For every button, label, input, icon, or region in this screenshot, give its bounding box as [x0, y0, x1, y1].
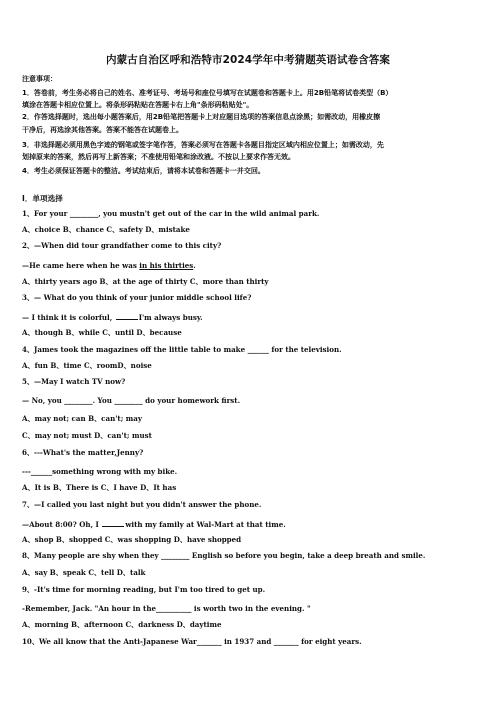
- question-7-options: A、shop B、shopped C、was shopping D、have shopped: [22, 535, 242, 544]
- question-2-options: A、thirty years ago B、at the age of thirty C、more than thirty: [22, 277, 269, 286]
- section-heading: Ⅰ．单项选择: [22, 194, 63, 203]
- underlined-phrase: in his thirties: [139, 261, 194, 270]
- question-9-answer: -Remember, Jack. "An hour in the__________ is worth two in the evening. ": [22, 604, 311, 613]
- question-7: 7、—I called you last night but you didn't answer the phone.: [22, 500, 262, 509]
- question-5: 5、—May I watch TV now?: [22, 377, 126, 386]
- question-8: 8、Many people are shy when they ________ English so before you begin, take a deep breath and smile.: [22, 551, 426, 560]
- note-line: 划掉原来的答案，然后再写上新答案；不准使用铅笔和涂改液。不按以上要求作答无效。: [22, 153, 295, 161]
- question-9: 9、-It's time for morning reading, but I'm too tired to get up.: [22, 585, 266, 594]
- answer-blank: [116, 312, 138, 320]
- question-3-options: A、though B、while C、until D、because: [22, 328, 182, 337]
- question-5-options: C、may not; must D、can't; must: [22, 431, 152, 440]
- question-5-options: A、may not; can B、can't; may: [22, 414, 143, 423]
- question-6-options: A、It is B、There is C、I have D、It has: [22, 483, 177, 492]
- question-6-answer: ---______something wrong with my bike.: [22, 467, 178, 476]
- note-line: 3．非选择题必须用黑色字迹的钢笔或签字笔作答，答案必须写在答题卡各题目指定区域内相应位置上；如需改动，先: [22, 141, 384, 149]
- question-3: 3、— What do you think of your junior middle school life?: [22, 293, 252, 302]
- question-9-options: A、morning B、afternoon C、darkness D、daytime: [22, 620, 222, 629]
- note-line: 1．答卷前，考生务必将自己的姓名、准考证号、考场号和座位号填写在试题卷和答题卡上。用2B铅笔将试卷类型（B）: [22, 89, 393, 97]
- note-line: 填涂在答题卡相应位置上。将条形码粘贴在答题卡右上角"条形码粘贴处"。: [22, 101, 254, 109]
- question-6: 6、---What's the matter,Jenny?: [22, 448, 144, 457]
- question-7-answer: —About 8:00? Oh, I with my family at Wal-Mart at that time.: [22, 520, 286, 529]
- question-2: 2、—When did tour grandfather come to this city?: [22, 241, 222, 250]
- question-8-options: A、say B、speak C、tell D、talk: [22, 568, 146, 577]
- question-2-answer: —He came here when he was in his thirties.: [22, 261, 196, 270]
- note-line: 4．考生必须保证答题卡的整洁。考试结束后，请将本试卷和答题卡一并交回。: [22, 167, 265, 175]
- answer-blank: [102, 519, 124, 527]
- note-line: 2．作答选择题时，选出每小题答案后，用2B铅笔把答题卡上对应题目选项的答案信息点涂黑；如需改动，用橡皮擦: [22, 113, 381, 121]
- notes-header: 注意事项：: [22, 75, 57, 83]
- document-title: 内蒙古自治区呼和浩特市2024学年中考猜题英语试卷含答案: [105, 54, 391, 66]
- question-1: 1、For your ________, you mustn't get out of the car in the wild animal park.: [22, 209, 320, 218]
- question-1-options: A、choice B、chance C、safety D、mistake: [22, 225, 190, 234]
- question-4-options: A、fun B、time C、roomD、noise: [22, 361, 152, 370]
- note-line: 干净后，再选涂其他答案。答案不能答在试题卷上。: [22, 126, 183, 134]
- question-3-answer: — I think it is colorful, I'm always busy.: [22, 313, 203, 322]
- question-10: 10、We all know that the Anti-Japanese War_______ in 1937 and _______ for eight years.: [22, 637, 362, 646]
- question-4: 4、James took the magazines off the little table to make ______ for the television.: [22, 345, 342, 354]
- question-5-answer: — No, you ________. You ________ do your homework first.: [22, 396, 241, 405]
